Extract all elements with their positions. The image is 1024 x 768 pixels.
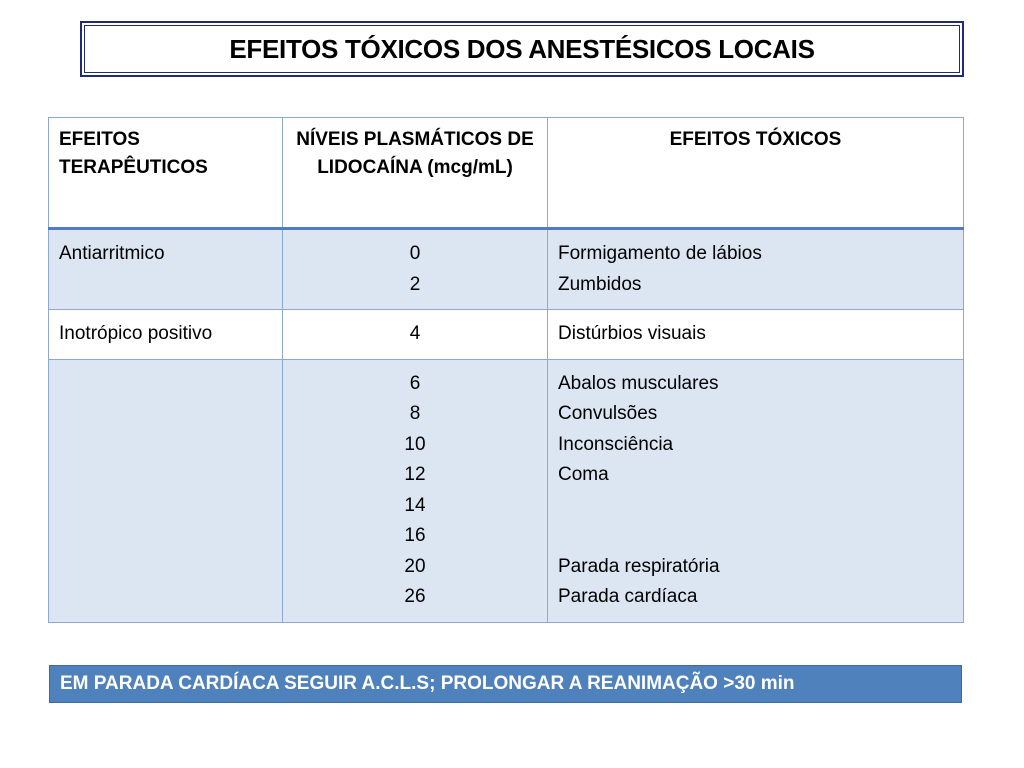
acls-banner: EM PARADA CARDÍACA SEGUIR A.C.L.S; PROLONGAR A REANIMAÇÃO >30 min [49, 665, 962, 703]
toxic-cell [548, 359, 964, 622]
toxic-effect: Coma [558, 464, 609, 485]
table-row [49, 229, 964, 310]
toxic-effect: Abalos musculares [558, 372, 719, 394]
toxic-effect: Inconsciência [558, 433, 674, 455]
level-value: 16 [404, 525, 426, 546]
header-toxic-effects: EFEITOS TÓXICOS [548, 118, 964, 229]
header-therapeutic-effects: EFEITOS TERAPÊUTICOS [49, 118, 283, 229]
levels-cell [283, 229, 548, 310]
toxic-effect: Parada respiratória [558, 555, 720, 577]
level-value: 10 [404, 433, 426, 455]
level-value: 14 [404, 494, 426, 516]
level-value: 8 [409, 403, 421, 424]
level-value: 6 [409, 372, 421, 394]
title-frame [80, 21, 964, 77]
therapeutic-cell: Inotrópico positivo [49, 310, 283, 360]
toxic-cell [548, 229, 964, 310]
header-plasma-levels: NÍVEIS PLASMÁTICOS DE LIDOCAÍNA (mcg/mL) [283, 118, 548, 229]
toxic-effect: Zumbidos [558, 273, 642, 295]
table-header-row [49, 118, 964, 229]
toxic-effect: Parada cardíaca [558, 586, 698, 607]
levels-cell [283, 359, 548, 622]
table-row [49, 310, 964, 360]
toxic-cell [548, 310, 964, 360]
level-value: 20 [404, 555, 426, 577]
level-value: 4 [409, 323, 421, 344]
toxic-effects-table [48, 117, 964, 623]
toxic-effect: Convulsões [558, 403, 658, 424]
level-value: 26 [404, 586, 426, 607]
level-value: 0 [409, 243, 421, 264]
levels-cell [283, 310, 548, 360]
page-title: EFEITOS TÓXICOS DOS ANESTÉSICOS LOCAIS [84, 25, 960, 73]
therapeutic-cell: Antiarritmico [49, 229, 283, 310]
toxic-effect: Formigamento de lábios [558, 243, 762, 264]
level-value: 12 [404, 464, 426, 485]
level-value: 2 [409, 273, 421, 295]
toxic-effect: Distúrbios visuais [558, 323, 706, 344]
table-row [49, 359, 964, 622]
therapeutic-cell [49, 359, 283, 622]
blank-gap [558, 491, 953, 552]
